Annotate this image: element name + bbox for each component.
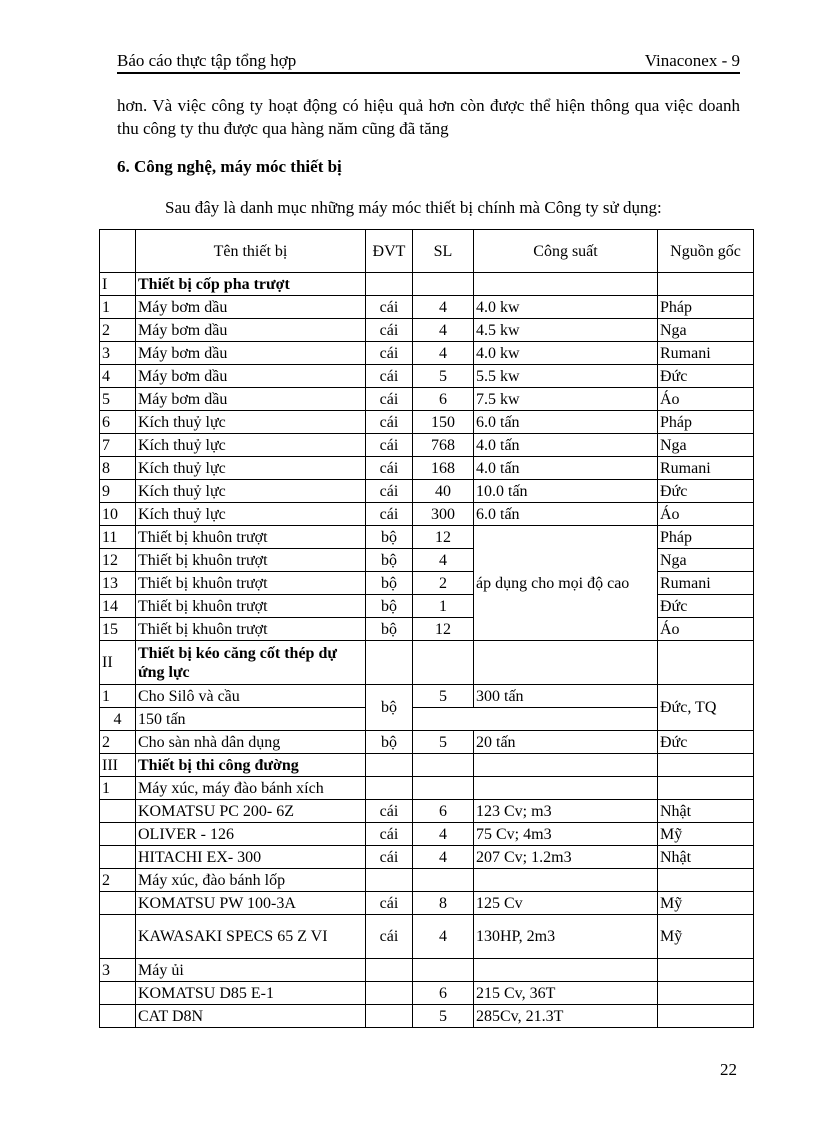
cell-qty	[413, 959, 474, 982]
cell-unit: cái	[366, 915, 413, 959]
cell-no: 15	[100, 618, 136, 641]
cell-unit: cái	[366, 319, 413, 342]
cell-power: 4.0 kw	[474, 296, 658, 319]
cell-qty	[413, 754, 474, 777]
cell-origin: Pháp	[658, 296, 754, 319]
table-row	[100, 731, 754, 754]
cell-unit: bộ	[366, 595, 413, 618]
cell-qty: 1	[413, 595, 474, 618]
cell-name: Máy bơm dầu	[136, 365, 366, 388]
cell-origin: Áo	[658, 503, 754, 526]
cell-power: 215 Cv, 36T	[474, 982, 658, 1005]
cell-origin: Đức, TQ	[658, 685, 754, 731]
cell-power: 75 Cv; 4m3	[474, 823, 658, 846]
cell-unit: bộ	[366, 731, 413, 754]
cell-unit	[366, 273, 413, 296]
cell-qty: 4	[100, 708, 136, 731]
cell-name: Máy xúc, máy đào bánh xích	[136, 777, 366, 800]
cell-qty: 150	[413, 411, 474, 434]
cell-origin	[658, 273, 754, 296]
cell-name: Thiết bị khuôn trượt	[136, 595, 366, 618]
cell-name: Máy ủi	[136, 959, 366, 982]
cell-origin: Pháp	[658, 411, 754, 434]
cell-no	[100, 823, 136, 846]
table-row	[100, 319, 754, 342]
cell-power: 207 Cv; 1.2m3	[474, 846, 658, 869]
cell-name: Kích thuỷ lực	[136, 434, 366, 457]
cell-power: 285Cv, 21.3T	[474, 1005, 658, 1028]
cell-no: 10	[100, 503, 136, 526]
cell-qty: 5	[413, 365, 474, 388]
cell-name: Máy xúc, đào bánh lốp	[136, 869, 366, 892]
cell-power: 300 tấn	[474, 685, 658, 708]
cell-origin: Nhật	[658, 800, 754, 823]
cell-power	[474, 754, 658, 777]
cell-no	[100, 892, 136, 915]
table-row	[100, 685, 754, 708]
cell-no: 7	[100, 434, 136, 457]
cell-qty: 300	[413, 503, 474, 526]
cell-no: 8	[100, 457, 136, 480]
cell-no: 1	[100, 777, 136, 800]
table-row	[100, 526, 754, 549]
cell-no: 6	[100, 411, 136, 434]
cell-qty	[413, 869, 474, 892]
cell-no: 3	[100, 959, 136, 982]
cell-unit	[366, 959, 413, 982]
cell-unit	[366, 777, 413, 800]
cell-qty: 12	[413, 526, 474, 549]
table-row	[100, 457, 754, 480]
table-row	[100, 959, 754, 982]
cell-no: 2	[100, 319, 136, 342]
table-row	[100, 411, 754, 434]
cell-power: 6.0 tấn	[474, 503, 658, 526]
cell-no: 3	[100, 342, 136, 365]
cell-unit: bộ	[366, 549, 413, 572]
cell-origin	[658, 777, 754, 800]
cell-name: Cho Silô và cầu	[136, 685, 366, 708]
column-header: Công suất	[474, 230, 658, 273]
table-row	[100, 641, 754, 685]
cell-origin: Áo	[658, 618, 754, 641]
cell-qty: 40	[413, 480, 474, 503]
cell-no: 2	[100, 731, 136, 754]
cell-qty: 4	[413, 915, 474, 959]
company-name: Vinaconex - 9	[644, 51, 740, 70]
cell-name: KOMATSU D85 E-1	[136, 982, 366, 1005]
cell-origin: Đức	[658, 595, 754, 618]
table-row	[100, 388, 754, 411]
cell-power: 125 Cv	[474, 892, 658, 915]
cell-no	[100, 1005, 136, 1028]
cell-unit: cái	[366, 892, 413, 915]
cell-name: Kích thuỷ lực	[136, 411, 366, 434]
cell-name: Kích thuỷ lực	[136, 503, 366, 526]
cell-origin: Mỹ	[658, 892, 754, 915]
cell-no: 2	[100, 869, 136, 892]
cell-power: 4.0 tấn	[474, 434, 658, 457]
cell-no	[100, 982, 136, 1005]
cell-name: Máy bơm dầu	[136, 342, 366, 365]
cell-qty: 4	[413, 342, 474, 365]
table-row	[100, 915, 754, 959]
cell-power	[474, 641, 658, 685]
cell-qty	[413, 273, 474, 296]
cell-unit: cái	[366, 480, 413, 503]
cell-unit: cái	[366, 457, 413, 480]
cell-name: Thiết bị kéo căng cốt thép dự ứng lực	[136, 641, 366, 685]
cell-name: CAT D8N	[136, 1005, 366, 1028]
cell-name: Cho sàn nhà dân dụng	[136, 731, 366, 754]
cell-qty: 4	[413, 846, 474, 869]
cell-origin	[658, 982, 754, 1005]
cell-unit: cái	[366, 846, 413, 869]
cell-qty: 5	[413, 685, 474, 708]
cell-unit	[366, 641, 413, 685]
cell-origin: Rumani	[658, 457, 754, 480]
cell-power: 130HP, 2m3	[474, 915, 658, 959]
cell-name: HITACHI EX- 300	[136, 846, 366, 869]
cell-power: 20 tấn	[474, 731, 658, 754]
table-row	[100, 982, 754, 1005]
cell-origin: Rumani	[658, 572, 754, 595]
cell-unit	[366, 982, 413, 1005]
cell-unit: cái	[366, 411, 413, 434]
equipment-table	[99, 229, 754, 1028]
table-header-row	[100, 230, 754, 273]
cell-no: III	[100, 754, 136, 777]
cell-unit: cái	[366, 365, 413, 388]
column-header: Nguồn gốc	[658, 230, 754, 273]
cell-power: 4.5 kw	[474, 319, 658, 342]
cell-origin: Mỹ	[658, 823, 754, 846]
table-intro: Sau đây là danh mục những máy móc thiết bị chính mà Công ty sử dụng:	[165, 198, 662, 217]
cell-origin	[658, 869, 754, 892]
cell-origin: Nga	[658, 319, 754, 342]
cell-origin: Nga	[658, 549, 754, 572]
cell-name: Máy bơm dầu	[136, 296, 366, 319]
cell-name: OLIVER - 126	[136, 823, 366, 846]
cell-qty: 5	[413, 1005, 474, 1028]
cell-power: 5.5 kw	[474, 365, 658, 388]
cell-no	[100, 800, 136, 823]
cell-power: 150 tấn	[136, 708, 366, 731]
cell-qty: 6	[413, 800, 474, 823]
section-heading: 6. Công nghệ, máy móc thiết bị	[117, 157, 342, 176]
cell-name: KOMATSU PW 100-3A	[136, 892, 366, 915]
cell-origin: Nga	[658, 434, 754, 457]
cell-no: 9	[100, 480, 136, 503]
cell-unit: cái	[366, 296, 413, 319]
cell-origin	[658, 754, 754, 777]
table-row	[100, 365, 754, 388]
cell-name: Máy bơm dầu	[136, 319, 366, 342]
cell-no: 12	[100, 549, 136, 572]
cell-qty: 2	[413, 572, 474, 595]
cell-qty: 768	[413, 434, 474, 457]
cell-origin: Rumani	[658, 342, 754, 365]
cell-qty: 4	[413, 319, 474, 342]
cell-origin: Đức	[658, 731, 754, 754]
cell-origin: Pháp	[658, 526, 754, 549]
cell-unit: cái	[366, 823, 413, 846]
cell-name: Thiết bị khuôn trượt	[136, 572, 366, 595]
cell-no: 14	[100, 595, 136, 618]
cell-qty	[413, 641, 474, 685]
cell-name: Thiết bị khuôn trượt	[136, 549, 366, 572]
cell-unit	[366, 1005, 413, 1028]
cell-name: Thiết bị thi công đường	[136, 754, 366, 777]
cell-qty: 6	[413, 982, 474, 1005]
cell-origin: Đức	[658, 365, 754, 388]
cell-no	[100, 915, 136, 959]
cell-no: 11	[100, 526, 136, 549]
cell-qty: 5	[413, 731, 474, 754]
cell-name: Thiết bị cốp pha trượt	[136, 273, 366, 296]
cell-unit: bộ	[366, 526, 413, 549]
cell-name: Thiết bị khuôn trượt	[136, 526, 366, 549]
cell-power: 7.5 kw	[474, 388, 658, 411]
table-row	[100, 296, 754, 319]
cell-power	[474, 273, 658, 296]
cell-origin: Áo	[658, 388, 754, 411]
table-row	[100, 869, 754, 892]
table-row	[100, 777, 754, 800]
cell-unit: cái	[366, 388, 413, 411]
cell-name: Kích thuỷ lực	[136, 457, 366, 480]
cell-no: II	[100, 641, 136, 685]
table-row	[100, 434, 754, 457]
table-row	[100, 754, 754, 777]
page-header	[117, 48, 740, 74]
cell-qty	[413, 777, 474, 800]
cell-unit: cái	[366, 503, 413, 526]
cell-origin	[658, 641, 754, 685]
table-row	[100, 503, 754, 526]
table-row	[100, 480, 754, 503]
cell-name: Thiết bị khuôn trượt	[136, 618, 366, 641]
cell-unit: cái	[366, 434, 413, 457]
cell-qty: 4	[413, 549, 474, 572]
table-row	[100, 708, 754, 731]
cell-qty: 12	[413, 618, 474, 641]
table-row	[100, 800, 754, 823]
column-header: ĐVT	[366, 230, 413, 273]
cell-power-merged: áp dụng cho mọi độ cao	[474, 526, 658, 641]
cell-name: KOMATSU PC 200- 6Z	[136, 800, 366, 823]
cell-origin	[658, 1005, 754, 1028]
cell-origin	[658, 959, 754, 982]
cell-origin: Đức	[658, 480, 754, 503]
cell-name: KAWASAKI SPECS 65 Z VI	[136, 915, 366, 959]
cell-unit	[366, 754, 413, 777]
cell-no: 4	[100, 365, 136, 388]
cell-unit: bộ	[366, 618, 413, 641]
cell-name: Máy bơm dầu	[136, 388, 366, 411]
cell-origin: Nhật	[658, 846, 754, 869]
cell-unit: bộ	[366, 572, 413, 595]
cell-unit: bộ	[366, 685, 413, 731]
cell-no: 13	[100, 572, 136, 595]
column-header: Tên thiết bị	[136, 230, 366, 273]
cell-no	[100, 846, 136, 869]
cell-no: I	[100, 273, 136, 296]
intro-paragraph: hơn. Và việc công ty hoạt động có hiệu quả hơn còn được thể hiện thông qua việc doanh thu công ty thu được qua hàng năm cũng đã tăng	[117, 96, 740, 138]
table-row	[100, 846, 754, 869]
cell-power: 6.0 tấn	[474, 411, 658, 434]
cell-power	[474, 869, 658, 892]
cell-power: 4.0 kw	[474, 342, 658, 365]
report-title: Báo cáo thực tập tổng hợp	[117, 51, 297, 70]
table-row	[100, 273, 754, 296]
cell-no: 1	[100, 296, 136, 319]
table-row	[100, 892, 754, 915]
cell-qty: 4	[413, 823, 474, 846]
cell-unit	[366, 869, 413, 892]
table-row	[100, 342, 754, 365]
cell-qty: 8	[413, 892, 474, 915]
table-row	[100, 1005, 754, 1028]
cell-qty: 4	[413, 296, 474, 319]
cell-power: 10.0 tấn	[474, 480, 658, 503]
cell-power	[474, 777, 658, 800]
cell-unit: cái	[366, 800, 413, 823]
cell-origin: Mỹ	[658, 915, 754, 959]
column-header: SL	[413, 230, 474, 273]
cell-no: 5	[100, 388, 136, 411]
cell-power	[474, 959, 658, 982]
cell-qty: 6	[413, 388, 474, 411]
table-row	[100, 823, 754, 846]
cell-power: 123 Cv; m3	[474, 800, 658, 823]
page-number: 22	[720, 1060, 737, 1079]
cell-qty: 168	[413, 457, 474, 480]
cell-power: 4.0 tấn	[474, 457, 658, 480]
cell-unit: cái	[366, 342, 413, 365]
cell-no: 1	[100, 685, 136, 708]
column-header	[100, 230, 136, 273]
cell-name: Kích thuỷ lực	[136, 480, 366, 503]
